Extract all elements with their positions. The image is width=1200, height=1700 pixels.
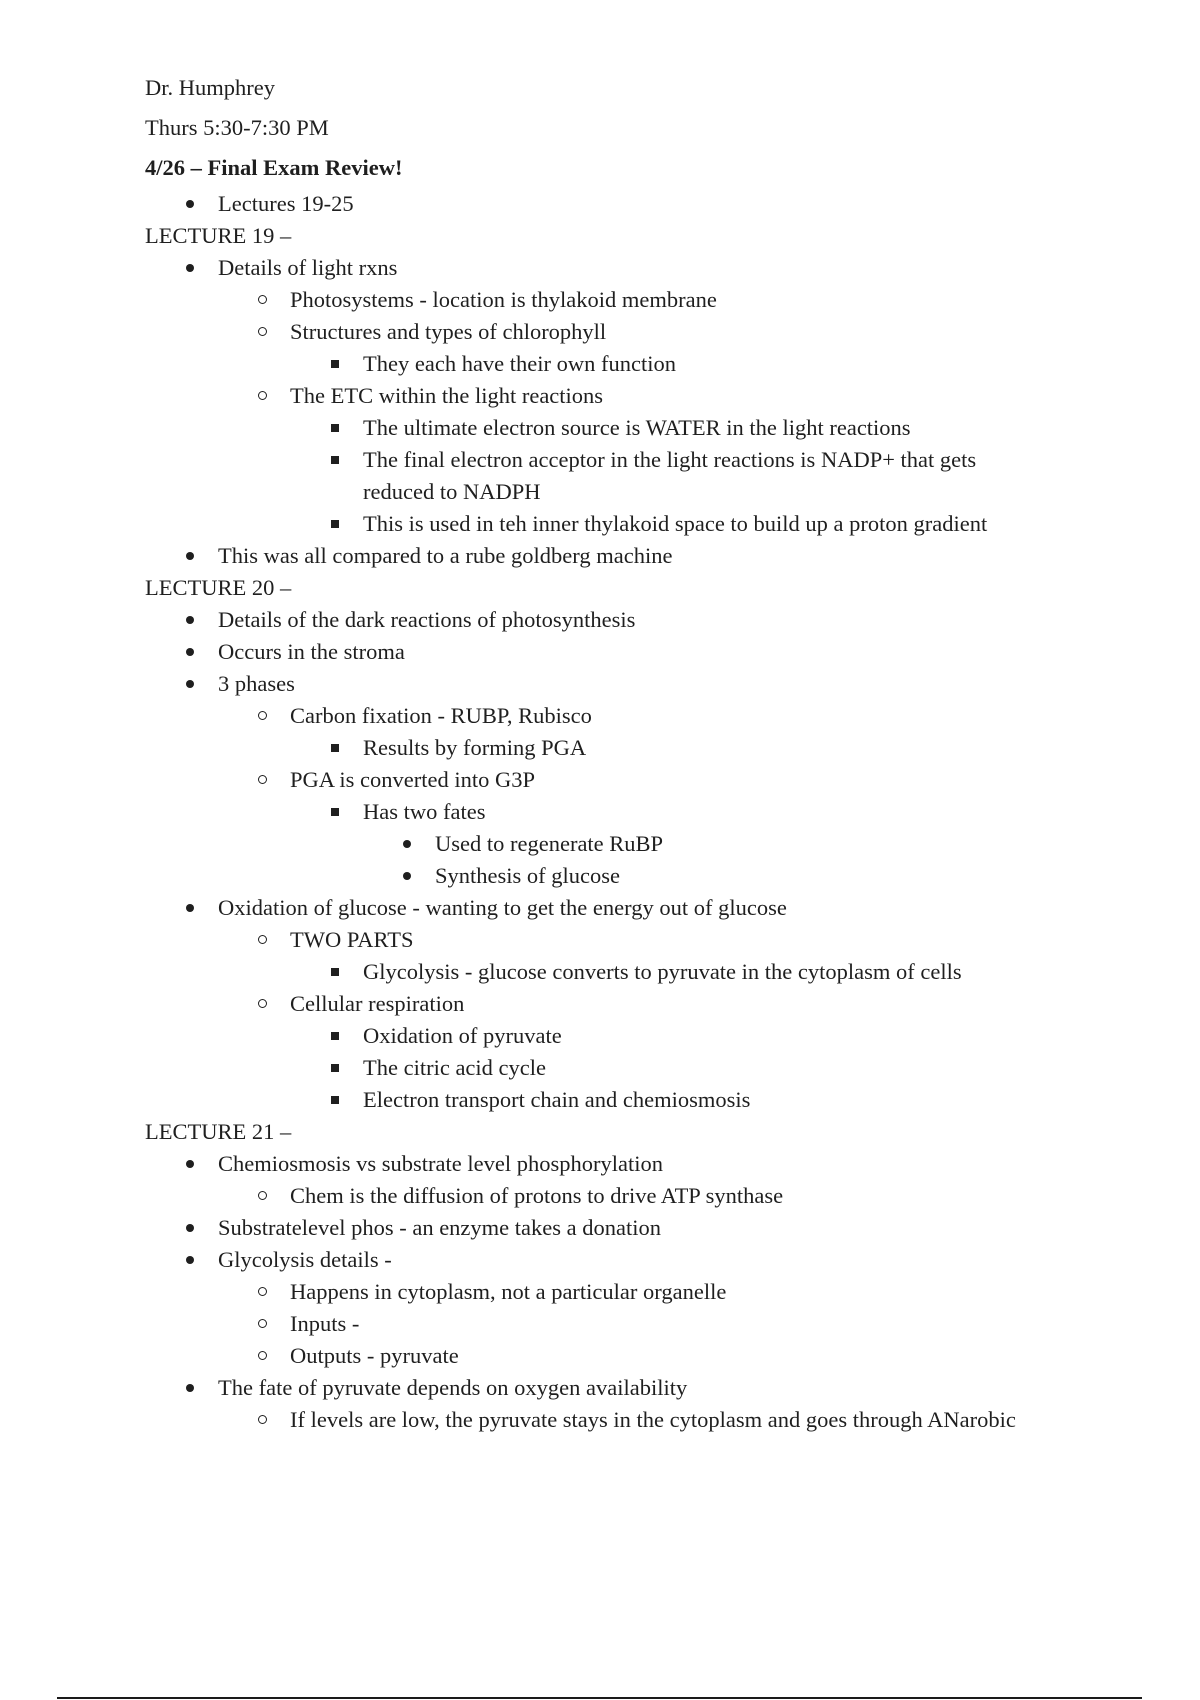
- list-item-text: Structures and types of chlorophyll: [290, 319, 607, 344]
- list-item: [145, 988, 1105, 1020]
- list-item: [145, 1340, 1105, 1372]
- list-item: [145, 188, 1105, 220]
- dot-bullet-icon: [180, 252, 200, 284]
- list-item: [145, 1052, 1105, 1084]
- dot-bullet-icon: [180, 1148, 200, 1180]
- list-item-text: Synthesis of glucose: [435, 863, 620, 888]
- circle-bullet-icon: [252, 316, 272, 348]
- list-item-text: LECTURE 19 –: [145, 223, 292, 248]
- list-item-text: Occurs in the stroma: [218, 639, 405, 664]
- list-item-text: Carbon fixation - RUBP, Rubisco: [290, 703, 592, 728]
- list-item-text: Details of the dark reactions of photosynthesis: [218, 607, 636, 632]
- circle-bullet-icon: [252, 1308, 272, 1340]
- list-item-text: PGA is converted into G3P: [290, 767, 535, 792]
- list-item: [145, 604, 1105, 636]
- document-page: [145, 68, 1105, 1436]
- list-item: [145, 508, 1105, 540]
- list-item-text: Electron transport chain and chemiosmosis: [363, 1087, 751, 1112]
- list-item-text: Outputs - pyruvate: [290, 1343, 459, 1368]
- list-item-text: The fate of pyruvate depends on oxygen availability: [218, 1375, 688, 1400]
- dot-bullet-icon: [180, 892, 200, 924]
- list-item-text: Oxidation of glucose - wanting to get the energy out of glucose: [218, 895, 787, 920]
- list-item: [145, 956, 1105, 988]
- list-item: [145, 1308, 1105, 1340]
- circle-bullet-icon: [252, 380, 272, 412]
- list-item-text: TWO PARTS: [290, 927, 414, 952]
- list-item: [145, 1084, 1105, 1116]
- square-bullet-icon: [325, 732, 345, 764]
- list-item-text: Lectures 19-25: [218, 191, 354, 216]
- dot-bullet-icon: [180, 540, 200, 572]
- circle-bullet-icon: [252, 1404, 272, 1436]
- dot-bullet-icon: [180, 1212, 200, 1244]
- document-title: 4/26 – Final Exam Review!: [145, 155, 403, 180]
- list-item-text: The citric acid cycle: [363, 1055, 547, 1080]
- list-item: [145, 860, 1105, 892]
- section-heading: [145, 220, 1105, 252]
- list-item: [145, 1212, 1105, 1244]
- list-item: [145, 412, 1105, 444]
- square-bullet-icon: [325, 1084, 345, 1116]
- square-bullet-icon: [325, 796, 345, 828]
- list-item-text: Chem is the diffusion of protons to drive ATP synthase: [290, 1183, 784, 1208]
- square-bullet-icon: [325, 444, 345, 476]
- list-item: [145, 668, 1105, 700]
- circle-bullet-icon: [252, 284, 272, 316]
- list-item-text: Has two fates: [363, 799, 486, 824]
- list-item-text: Oxidation of pyruvate: [363, 1023, 562, 1048]
- list-item: [145, 732, 1105, 764]
- list-item: [145, 1020, 1105, 1052]
- instructor-name: Dr. Humphrey: [145, 75, 275, 100]
- dot-bullet-icon: [180, 604, 200, 636]
- list-item-text: Details of light rxns: [218, 255, 398, 280]
- list-item-text: 3 phases: [218, 671, 295, 696]
- class-time: Thurs 5:30-7:30 PM: [145, 115, 329, 140]
- section-heading: [145, 1116, 1105, 1148]
- dot-bullet-icon: [180, 1372, 200, 1404]
- list-item: [145, 796, 1105, 828]
- circle-bullet-icon: [252, 700, 272, 732]
- list-item-text: Chemiosmosis vs substrate level phosphorylation: [218, 1151, 663, 1176]
- list-item-text: Photosystems - location is thylakoid membrane: [290, 287, 717, 312]
- list-item: [145, 1148, 1105, 1180]
- list-item: [145, 476, 1105, 508]
- circle-bullet-icon: [252, 924, 272, 956]
- square-bullet-icon: [325, 956, 345, 988]
- list-item: [145, 828, 1105, 860]
- list-item: [145, 1404, 1105, 1436]
- section-heading: [145, 572, 1105, 604]
- list-item: [145, 1180, 1105, 1212]
- list-item-text: They each have their own function: [363, 351, 677, 376]
- list-item: [145, 540, 1105, 572]
- dot-bullet-icon: [397, 828, 417, 860]
- list-item-text: Glycolysis - glucose converts to pyruvate in the cytoplasm of cells: [363, 959, 962, 984]
- list-item: [145, 1244, 1105, 1276]
- list-item-text: Substratelevel phos - an enzyme takes a donation: [218, 1215, 661, 1240]
- list-item: [145, 284, 1105, 316]
- list-item-text: This is used in teh inner thylakoid space to build up a proton gradient: [363, 511, 988, 536]
- square-bullet-icon: [325, 1020, 345, 1052]
- square-bullet-icon: [325, 1052, 345, 1084]
- circle-bullet-icon: [252, 1340, 272, 1372]
- circle-bullet-icon: [252, 988, 272, 1020]
- dot-bullet-icon: [180, 668, 200, 700]
- list-item: [145, 636, 1105, 668]
- dot-bullet-icon: [397, 860, 417, 892]
- list-item-text: This was all compared to a rube goldberg machine: [218, 543, 673, 568]
- square-bullet-icon: [325, 508, 345, 540]
- list-item-text: The ETC within the light reactions: [290, 383, 604, 408]
- list-item: [145, 892, 1105, 924]
- list-item-text: LECTURE 20 –: [145, 575, 292, 600]
- list-item-text: Results by forming PGA: [363, 735, 587, 760]
- square-bullet-icon: [325, 348, 345, 380]
- list-item-text: reduced to NADPH: [363, 479, 541, 504]
- list-item: [145, 380, 1105, 412]
- list-item: [145, 700, 1105, 732]
- square-bullet-icon: [325, 412, 345, 444]
- list-item-text: LECTURE 21 –: [145, 1119, 292, 1144]
- list-item-text: The final electron acceptor in the light reactions is NADP+ that gets: [363, 447, 977, 472]
- dot-bullet-icon: [180, 636, 200, 668]
- list-item: [145, 316, 1105, 348]
- notes-list: [145, 188, 1105, 1436]
- list-item-text: Inputs -: [290, 1311, 360, 1336]
- list-item-text: If levels are low, the pyruvate stays in the cytoplasm and goes through ANarobic: [290, 1407, 1016, 1432]
- page-bottom-divider: [57, 1697, 1142, 1699]
- list-item: [145, 348, 1105, 380]
- circle-bullet-icon: [252, 1180, 272, 1212]
- list-item: [145, 252, 1105, 284]
- circle-bullet-icon: [252, 1276, 272, 1308]
- list-item: [145, 1372, 1105, 1404]
- list-item-text: Happens in cytoplasm, not a particular organelle: [290, 1279, 727, 1304]
- list-item-text: Glycolysis details -: [218, 1247, 392, 1272]
- list-item-text: The ultimate electron source is WATER in the light reactions: [363, 415, 911, 440]
- list-item: [145, 764, 1105, 796]
- list-item: [145, 444, 1105, 476]
- list-item: [145, 1276, 1105, 1308]
- circle-bullet-icon: [252, 764, 272, 796]
- list-item-text: Used to regenerate RuBP: [435, 831, 664, 856]
- dot-bullet-icon: [180, 1244, 200, 1276]
- dot-bullet-icon: [180, 188, 200, 220]
- list-item: [145, 924, 1105, 956]
- list-item-text: Cellular respiration: [290, 991, 465, 1016]
